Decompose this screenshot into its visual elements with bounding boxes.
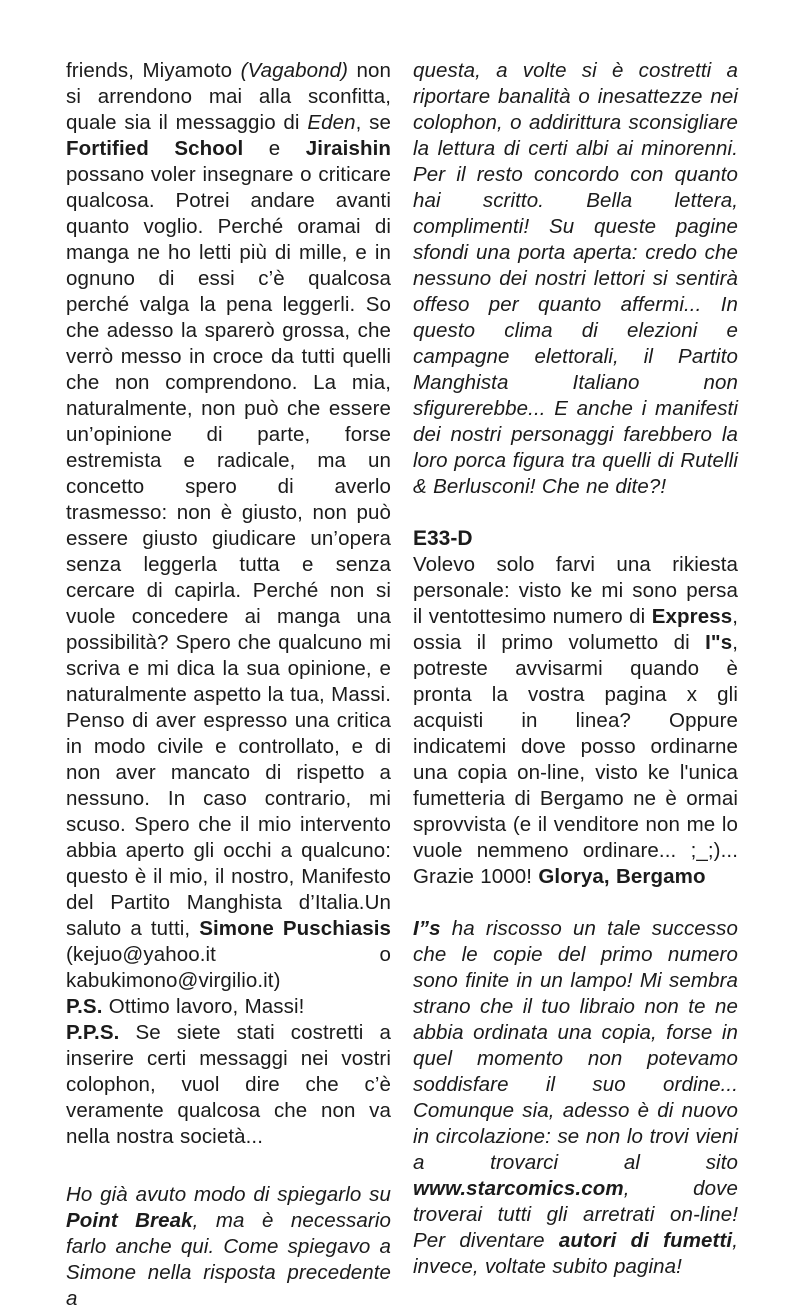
text-segment: autori di fumetti [558,1229,733,1252]
editor-reply-start [66,1182,391,1312]
text-segment: Eden [307,111,356,134]
text-segment: Volevo solo farvi una rikiesta personale: visto ke mi sono persa il ventottesimo numero di [413,553,738,628]
text-segment: Fortified School [66,137,244,160]
text-segment: , se [355,111,391,134]
text-segment: Jiraishin [305,137,391,160]
letter-code-heading: E33-D [413,527,473,550]
text-segment: questa, a volte si è costretti a riportare banalità o inesattezze nei colophon, o addirittura sconsigliare la lettura di certi albi ai minorenni. Per il resto concordo con quanto hai scritto. Bella lettera, complimenti! Su queste pagine sfondi una porta aperta: credo che nessuno dei nostri lettori si sentirà offeso per quanto affermi... In questo clima di elezioni e campagne elettorali, il Partito Manghista Italiano non sfigurerebbe... E anche i manifesti dei nostri personaggi farebbero la loro porca figura tra quelli di Rutelli & Berlusconi! Che ne dite?! [413,59,738,498]
left-column [66,58,391,1310]
text-segment: (kejuo@yahoo.it o kabukimono@virgilio.it) [66,943,391,992]
editor-reply-continued [413,58,738,500]
text-segment: P.S. [66,995,103,1018]
text-segment: Express [651,605,733,628]
text-segment: e [243,137,306,160]
text-segment: , ma è necessario farlo anche qui. Come spiegavo a Simone nella risposta precedente a [66,1209,391,1310]
text-segment: I"s [705,631,733,654]
text-segment: I”s [413,917,441,940]
text-segment: friends, Miyamoto [66,59,241,82]
text-segment: P.P.S. [66,1021,120,1044]
ps-line [66,994,391,1020]
text-segment: Simone Puschiasis [199,917,391,940]
text-segment: , potreste avvisarmi quando è pronta la vostra pagina x gli acquisti in linea? Oppure indicatemi dove posso ordinarne una copia on-line, visto ke l'unica fumetteria di Bergamo ne è ormai sprovvista (e il venditore non me lo vuole nemmeno ordinare... ;_;)... Grazie 1000! [413,631,738,888]
text-segment: , invece, voltate subito pagina! [413,1229,738,1278]
text-segment: non si arrendono mai alla sconfitta, quale sia il messaggio di [66,59,391,134]
text-segment: Ho già avuto modo di spiegarlo su [66,1183,391,1206]
text-segment: Ottimo lavoro, Massi! [102,995,305,1018]
right-column [413,58,738,1278]
reader-letter-text [66,58,391,994]
glorya-letter-text [413,552,738,890]
text-segment: (Vagabond) [240,59,349,82]
text-segment: , dove troverai tutti gli arretrati on-line! Per diventare [413,1177,738,1252]
text-segment: ha riscosso un tale successo che le copie del primo numero sono finite in un lampo! Mi sembra strano che il tuo libraio non te ne abbia ordinata una copia, forse in quel momento non potevamo soddisfare il suo ordine... Comunque sia, adesso è di nuovo in circolazione: se non lo trovi vieni a trovarci al sito [413,917,738,1174]
editor-reply-glorya [413,916,738,1280]
text-segment: possano voler insegnare o criticare qualcosa. Potrei andare avanti quanto voglio. Perché oramai di manga ne ho letti più di mille, e in ognuno di essi c’è qualcosa perché valga la pena leggerli. So che adesso la sparerò grossa, che verrò messo in croce da tutti quelli che non comprendono. La mia, naturalmente, non può che essere un’opinione di parte, forse estremista e radicale, ma un concetto spero di averlo trasmesso: non è giusto, non può essere giusto giudicare un’opera senza leggerla tutta e senza cercare di capirla. Perché non si vuole concedere ai manga una possibilità? Spero che qualcuno mi scriva e mi dica la sua opinione, e naturalmente aspetto la tua, Massi. Penso di aver espresso una critica in modo civile e controllato, e di non aver mancato di rispetto a nessuno. In caso contrario, mi scuso. Spero che il mio intervento abbia aperto gli occhi a qualcuno: questo è il mio, il nostro, Manifesto del Partito Manghista d’Italia.Un saluto a tutti, [66,163,391,940]
pps-paragraph [66,1020,391,1150]
text-segment: , ossia il primo volumetto di [413,605,738,654]
text-segment: www.starcomics.com [413,1177,624,1200]
text-segment: Point Break [66,1209,193,1232]
text-segment: Se siete stati costretti a inserire certi messaggi nei vostri colophon, vuol dire che c’è veramente qualcosa che non va nella nostra società... [66,1021,391,1148]
text-segment: Glorya, Bergamo [538,865,706,888]
